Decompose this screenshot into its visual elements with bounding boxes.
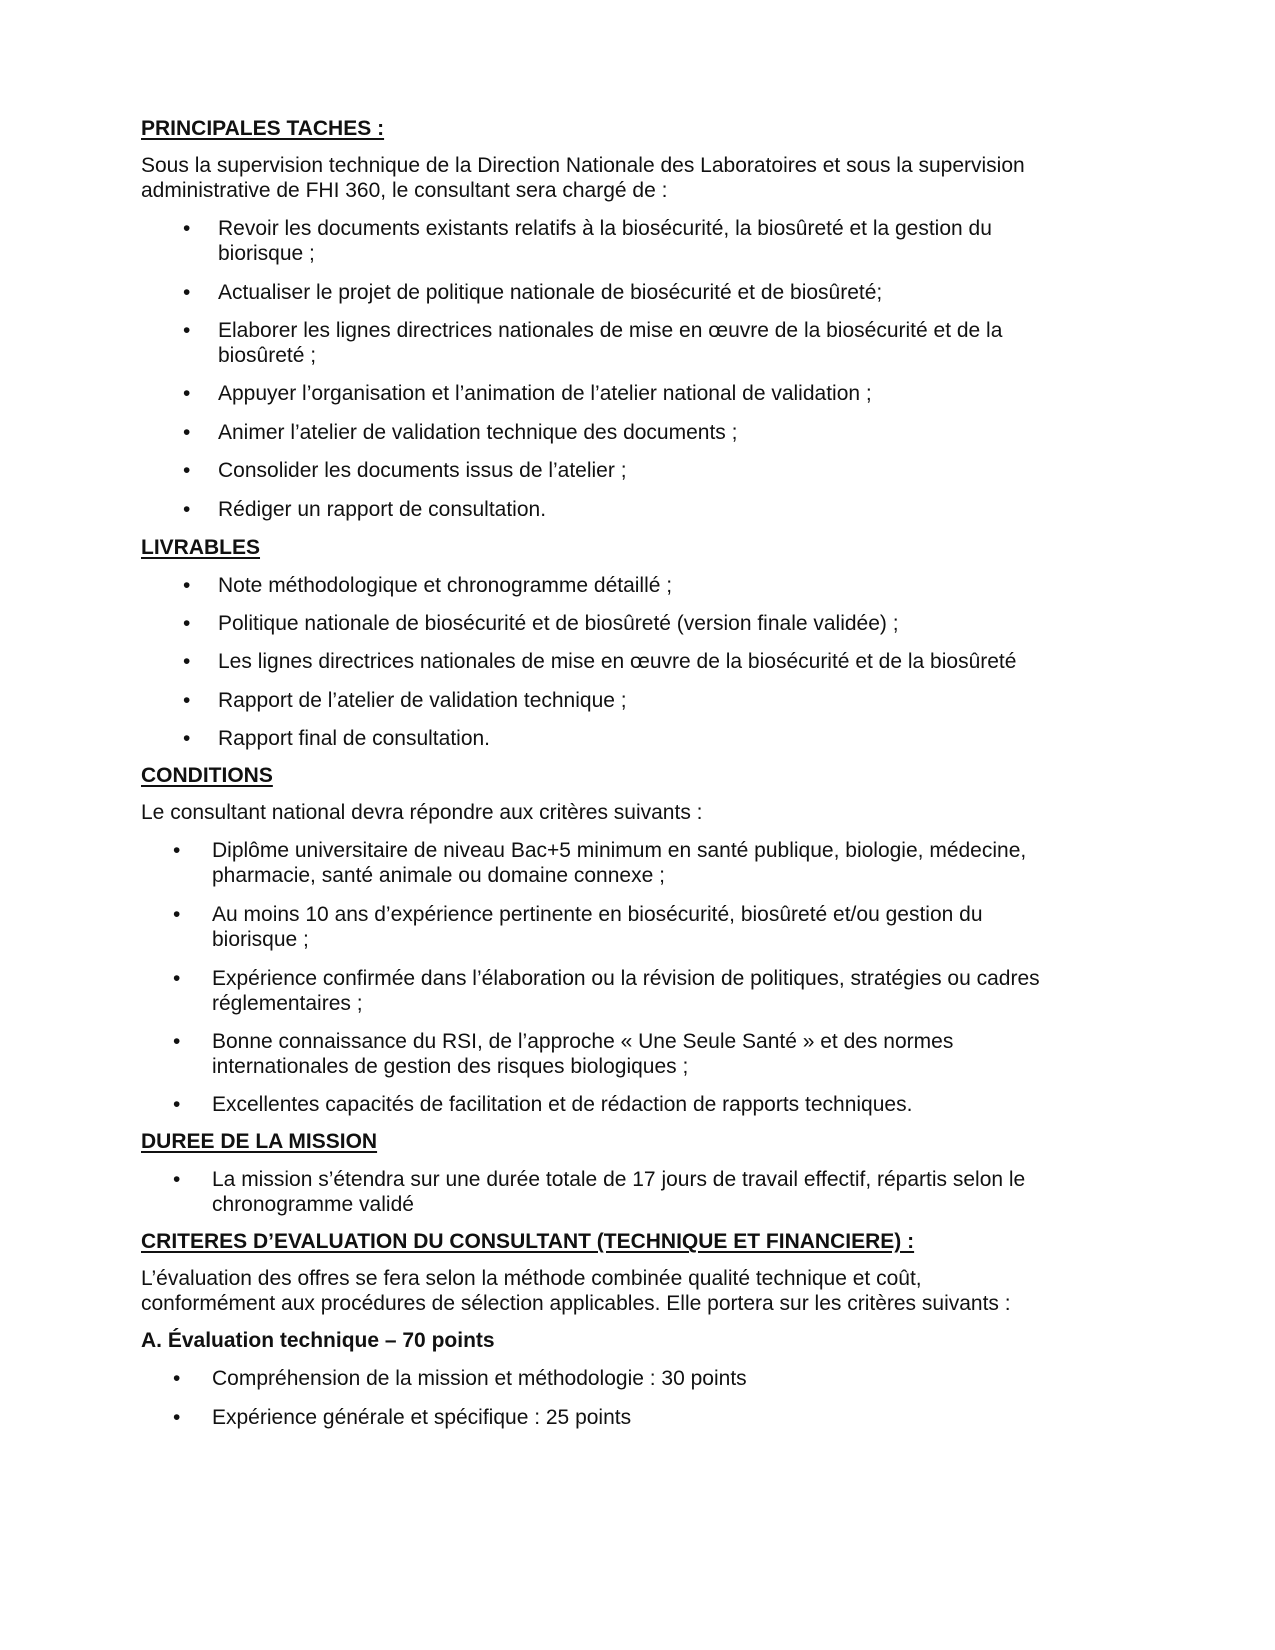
criteres-item-2: Expérience générale et spécifique : 25 points [212, 1406, 632, 1429]
bullet-icon: • [183, 217, 191, 240]
conditions-item-4-line2: internationales de gestion des risques biologiques ; [212, 1055, 689, 1078]
conditions-intro: Le consultant national devra répondre aux critères suivants : [141, 801, 703, 824]
conditions-item-1-line1: Diplôme universitaire de niveau Bac+5 minimum en santé publique, biologie, médecine, [212, 839, 1027, 862]
bullet-icon: • [173, 903, 181, 926]
taches-item-3-line2: biosûreté ; [218, 344, 317, 367]
bullet-icon: • [173, 1030, 181, 1053]
bullet-icon: • [173, 1406, 181, 1429]
section-heading-duree: DUREE DE LA MISSION [141, 1130, 378, 1153]
taches-item-7: Rédiger un rapport de consultation. [218, 498, 547, 521]
taches-intro-line1: Sous la supervision technique de la Direction Nationale des Laboratoires et sous la supervision [141, 154, 1025, 177]
criteres-intro-line2: conformément aux procédures de sélection applicables. Elle portera sur les critères suivants : [141, 1292, 1011, 1315]
livrables-item-1: Note méthodologique et chronogramme détaillé ; [218, 574, 673, 597]
section-heading-livrables: LIVRABLES [141, 536, 261, 559]
criteres-intro-line1: L’évaluation des offres se fera selon la méthode combinée qualité technique et coût, [141, 1267, 922, 1290]
bullet-icon: • [183, 281, 191, 304]
bullet-icon: • [183, 650, 191, 673]
taches-item-1-line2: biorisque ; [218, 242, 315, 265]
duree-item-1-line1: La mission s’étendra sur une durée totale de 17 jours de travail effectif, répartis selon le [212, 1168, 1026, 1191]
taches-item-2: Actualiser le projet de politique nationale de biosécurité et de biosûreté; [218, 281, 883, 304]
bullet-icon: • [173, 1168, 181, 1191]
livrables-item-4: Rapport de l’atelier de validation technique ; [218, 689, 627, 712]
conditions-item-2-line2: biorisque ; [212, 928, 309, 951]
bullet-icon: • [183, 421, 191, 444]
bullet-icon: • [173, 1367, 181, 1390]
bullet-icon: • [173, 967, 181, 990]
section-heading-taches: PRINCIPALES TACHES : [141, 117, 385, 140]
taches-item-3-line1: Elaborer les lignes directrices nationales de mise en œuvre de la biosécurité et de la [218, 319, 1003, 342]
bullet-icon: • [183, 319, 191, 342]
evaluation-technique-subheading: A. Évaluation technique – 70 points [141, 1329, 495, 1352]
bullet-icon: • [183, 574, 191, 597]
livrables-item-2: Politique nationale de biosécurité et de biosûreté (version finale validée) ; [218, 612, 899, 635]
duree-item-1-line2: chronogramme validé [212, 1193, 414, 1216]
conditions-item-3-line2: réglementaires ; [212, 992, 363, 1015]
conditions-item-2-line1: Au moins 10 ans d’expérience pertinente en biosécurité, biosûreté et/ou gestion du [212, 903, 983, 926]
taches-item-4: Appuyer l’organisation et l’animation de l’atelier national de validation ; [218, 382, 872, 405]
taches-item-5: Animer l’atelier de validation technique des documents ; [218, 421, 738, 444]
bullet-icon: • [173, 1093, 181, 1116]
conditions-item-1-line2: pharmacie, santé animale ou domaine connexe ; [212, 864, 665, 887]
conditions-item-5: Excellentes capacités de facilitation et de rédaction de rapports techniques. [212, 1093, 913, 1116]
bullet-icon: • [173, 839, 181, 862]
bullet-icon: • [183, 727, 191, 750]
criteres-item-1: Compréhension de la mission et méthodologie : 30 points [212, 1367, 747, 1390]
taches-intro-line2: administrative de FHI 360, le consultant sera chargé de : [141, 179, 668, 202]
bullet-icon: • [183, 612, 191, 635]
conditions-item-4-line1: Bonne connaissance du RSI, de l’approche « Une Seule Santé » et des normes [212, 1030, 954, 1053]
livrables-item-5: Rapport final de consultation. [218, 727, 491, 750]
bullet-icon: • [183, 382, 191, 405]
section-heading-criteres: CRITERES D’EVALUATION DU CONSULTANT (TECHNIQUE ET FINANCIERE) : [141, 1230, 915, 1253]
bullet-icon: • [183, 459, 191, 482]
taches-item-6: Consolider les documents issus de l’atelier ; [218, 459, 627, 482]
bullet-icon: • [183, 498, 191, 521]
conditions-item-3-line1: Expérience confirmée dans l’élaboration ou la révision de politiques, stratégies ou cadres [212, 967, 1040, 990]
bullet-icon: • [183, 689, 191, 712]
section-heading-conditions: CONDITIONS [141, 764, 273, 787]
livrables-item-3: Les lignes directrices nationales de mise en œuvre de la biosécurité et de la biosûreté [218, 650, 1017, 673]
taches-item-1-line1: Revoir les documents existants relatifs à la biosécurité, la biosûreté et la gestion du [218, 217, 992, 240]
